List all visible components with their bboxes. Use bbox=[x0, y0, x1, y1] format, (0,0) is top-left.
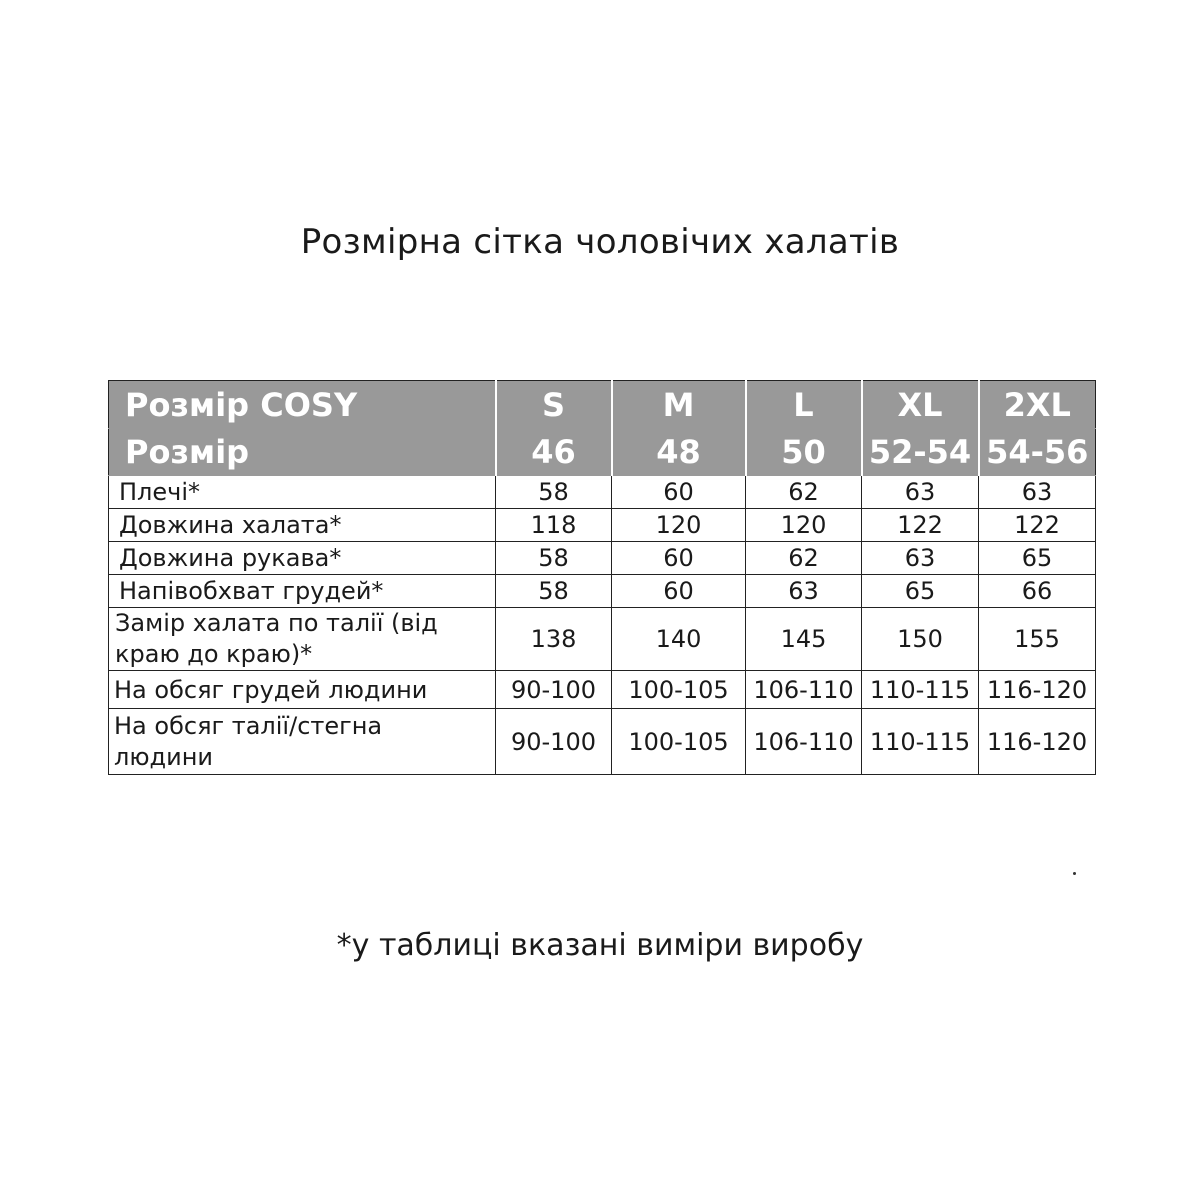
header-cell: 52-54 bbox=[862, 429, 979, 476]
table-cell: 122 bbox=[979, 509, 1096, 542]
table-cell: 145 bbox=[746, 608, 862, 671]
size-chart-table bbox=[108, 380, 1096, 775]
table-row bbox=[109, 709, 1096, 775]
table-cell: 63 bbox=[746, 575, 862, 608]
table-cell: 120 bbox=[612, 509, 746, 542]
table-cell: 63 bbox=[862, 476, 979, 509]
header-cell: M bbox=[612, 381, 746, 429]
table-cell: 138 bbox=[496, 608, 612, 671]
table-cell: 60 bbox=[612, 542, 746, 575]
table-cell: 140 bbox=[612, 608, 746, 671]
row-label: Довжина халата* bbox=[109, 509, 496, 542]
table-row bbox=[109, 542, 1096, 575]
table-cell: 65 bbox=[979, 542, 1096, 575]
header-cell: XL bbox=[862, 381, 979, 429]
table-cell: 118 bbox=[496, 509, 612, 542]
header-cell: 50 bbox=[746, 429, 862, 476]
table-cell: 155 bbox=[979, 608, 1096, 671]
table-row bbox=[109, 608, 1096, 671]
table-cell: 120 bbox=[746, 509, 862, 542]
table-cell: 100-105 bbox=[612, 709, 746, 775]
table-cell: 66 bbox=[979, 575, 1096, 608]
table-row bbox=[109, 575, 1096, 608]
table-cell: 65 bbox=[862, 575, 979, 608]
header-cell: 54-56 bbox=[979, 429, 1096, 476]
header-cell: 46 bbox=[496, 429, 612, 476]
table-cell: 60 bbox=[612, 476, 746, 509]
header-label-size: Розмір bbox=[109, 429, 496, 476]
header-cell: 48 bbox=[612, 429, 746, 476]
table-cell: 58 bbox=[496, 542, 612, 575]
table-row bbox=[109, 671, 1096, 709]
header-row-size bbox=[109, 429, 1096, 476]
table-row bbox=[109, 476, 1096, 509]
table-cell: 116-120 bbox=[979, 709, 1096, 775]
table-cell: 106-110 bbox=[746, 671, 862, 709]
footnote: *у таблиці вказані виміри виробу bbox=[336, 928, 864, 963]
page-title: Розмірна сітка чоловічих халатів bbox=[300, 222, 900, 262]
table-cell: 62 bbox=[746, 476, 862, 509]
header-cell: L bbox=[746, 381, 862, 429]
header-row-cosy-size bbox=[109, 381, 1096, 429]
header-label-cosy: Розмір COSY bbox=[109, 381, 496, 429]
stray-dot bbox=[1073, 872, 1076, 875]
table-cell: 58 bbox=[496, 575, 612, 608]
row-label: Плечі* bbox=[109, 476, 496, 509]
table-cell: 90-100 bbox=[496, 709, 612, 775]
table-cell: 58 bbox=[496, 476, 612, 509]
header-cell: 2XL bbox=[979, 381, 1096, 429]
table-cell: 110-115 bbox=[862, 709, 979, 775]
row-label: Довжина рукава* bbox=[109, 542, 496, 575]
table-cell: 106-110 bbox=[746, 709, 862, 775]
table-row bbox=[109, 509, 1096, 542]
header-cell: S bbox=[496, 381, 612, 429]
table-cell: 110-115 bbox=[862, 671, 979, 709]
row-label: Напівобхват грудей* bbox=[109, 575, 496, 608]
row-label: На обсяг талії/стегна людини bbox=[109, 709, 496, 775]
table-cell: 63 bbox=[862, 542, 979, 575]
table-cell: 116-120 bbox=[979, 671, 1096, 709]
table-cell: 62 bbox=[746, 542, 862, 575]
table-cell: 63 bbox=[979, 476, 1096, 509]
row-label: Замір халата по талії (від краю до краю)* bbox=[109, 608, 496, 671]
row-label: На обсяг грудей людини bbox=[109, 671, 496, 709]
table-cell: 100-105 bbox=[612, 671, 746, 709]
table-cell: 150 bbox=[862, 608, 979, 671]
table-cell: 122 bbox=[862, 509, 979, 542]
table-cell: 90-100 bbox=[496, 671, 612, 709]
table-cell: 60 bbox=[612, 575, 746, 608]
